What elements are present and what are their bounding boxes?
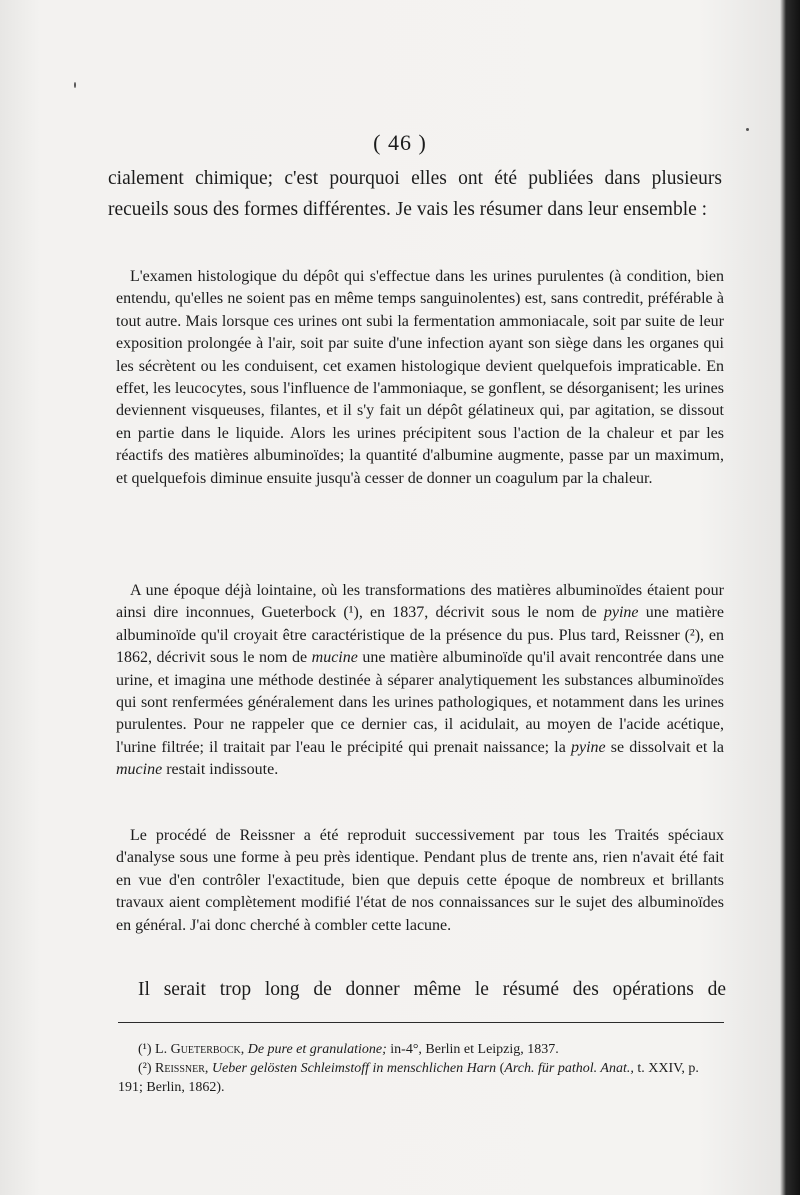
term-pyine: pyine bbox=[603, 604, 639, 622]
footnote-author: L. Gueterbock, bbox=[155, 1042, 245, 1057]
paragraph-urine-examination: L'examen histologique du dépôt qui s'effectue dans les urines purulentes (à condition, bien entendu, qu'elles ne soient pas en même temps sanguinolentes) est, sans contredit, préférable à tout autre. Mais lorsque ces urines ont subi la fermentation ammoniacale, soit par suite de leur exposition prolongée à l'air, soit par suite d'une infection ayant son siège dans les organes qui les sécrètent ou les conduisent, cet examen histologique devient quelquefois impraticable. En effet, les leucocytes, sous l'influence de l'ammoniaque, se gonflent, se désorganisent; les urines deviennent visqueuses, filantes, et il s'y fait un dépôt gélatineux qui, par agitation, se dissout en partie dans le liquide. Alors les urines précipitent sous l'action de la chaleur et par les réactifs des matières albuminoïdes; la quantité d'albumine augmente, passe par un maximum, et quelquefois diminue ensuite jusqu'à cesser de donner un coagulum par la chaleur. bbox=[116, 268, 724, 487]
intro-text: cialement chimique; c'est pourquoi elles ont été publiées dans plusieurs recueils sous des formes différentes. Je vais les résumer dans leur ensemble : bbox=[108, 168, 722, 220]
paragraph-text: une matière albuminoïde qu'il croyait être caractéristique de la présence du pus. Plus tard, Reissner (²), en 1862, décrivit sous le nom de bbox=[116, 604, 724, 667]
term-pyine: pyine bbox=[570, 738, 606, 756]
footnote-1 bbox=[118, 1040, 726, 1059]
term-mucine: mucine bbox=[116, 761, 163, 779]
term-mucine: mucine bbox=[311, 649, 358, 667]
footnote-paren: ( bbox=[499, 1061, 505, 1076]
closing-line: Il serait trop long de donner même le résumé des opérations de bbox=[138, 979, 726, 1000]
footnote-title: Ueber gelösten Schleimstoff in menschlichen Harn bbox=[211, 1061, 497, 1076]
footnote-marker: (²) bbox=[138, 1061, 152, 1076]
footnote-title: De pure et granulatione; bbox=[247, 1042, 387, 1057]
footnote-2 bbox=[118, 1059, 726, 1097]
paragraph-text: se dissolvait et la bbox=[605, 738, 724, 756]
footnote-author: Reissner, bbox=[155, 1061, 209, 1076]
paragraph-text: A une époque déjà lointaine, où les transformations des matières albuminoïdes étaient pour ainsi dire inconnues, Gueterbock (¹), en 1837, décrivit sous le nom de bbox=[116, 582, 724, 622]
page-number: ( 46 ) bbox=[373, 130, 427, 155]
paragraph-text: une matière albuminoïde qu'il avait rencontrée dans une urine, et imagina une méthode destinée à séparer analytiquement les substances albuminoïdes qui sont renfermées généralement dans les urines pathologiques, et notamment dans les urines purulentes. Pour ne rappeler que ce dernier cas, il acidulait, au moyen de l'acide acétique, l'urine filtrée; il traitait par l'eau le précipité qui prenait naissance; la bbox=[116, 649, 724, 756]
footnote-details: t. XXIV, p. 191; Berlin, 1862). bbox=[118, 1061, 699, 1095]
footnote-journal: Arch. für pathol. Anat., bbox=[504, 1061, 634, 1076]
footnotes bbox=[118, 1040, 726, 1097]
footnote-marker: (¹) bbox=[138, 1042, 152, 1057]
ink-speck bbox=[74, 82, 76, 88]
footnote-details: in-4°, Berlin et Leipzig, 1837. bbox=[390, 1042, 559, 1057]
footnote-rule bbox=[118, 1022, 724, 1023]
paragraph-text: restait indissoute. bbox=[162, 761, 279, 779]
paragraph-history bbox=[116, 580, 724, 782]
paragraph-reissner-method: Le procédé de Reissner a été reproduit successivement par tous les Traités spéciaux d'analyse sous une forme à peu près identique. Pendant plus de trente ans, rien n'avait été fait en vue d'en contrôler l'exactitude, bien que depuis cette époque de nombreux et brillants travaux aient complètement modifié l'état de nos connaissances sur le sujet des albuminoïdes en général. J'ai donc cherché à combler cette lacune. bbox=[116, 827, 724, 934]
